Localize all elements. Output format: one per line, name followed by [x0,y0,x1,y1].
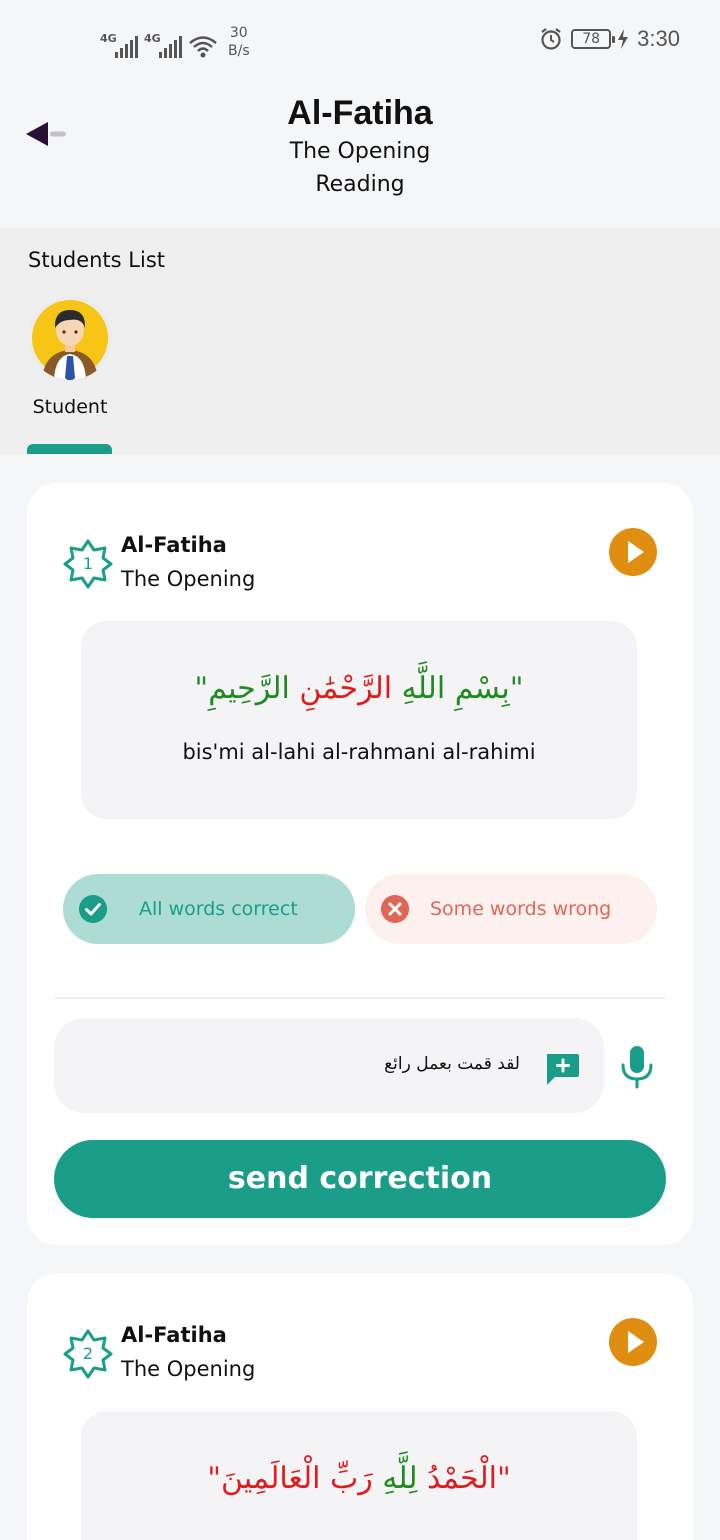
verse-card [27,483,693,1245]
divider [54,997,666,999]
student-name: Student [32,396,108,418]
verse-number-badge [63,539,113,589]
arabic-word: الرَّحْمَٰنِ [299,671,393,706]
quote-mark: " [194,671,209,706]
verse-subtitle: The Opening [121,567,256,591]
network-type: 4G [144,32,161,45]
verse-text-box [81,1411,637,1540]
clock: 3:30 [637,26,680,51]
arabic-word: الْحَمْدُ [427,1461,497,1496]
student-avatar-icon [28,296,112,380]
all-words-correct-button[interactable] [63,874,355,944]
transliteration: bis'mi al-lahi al-rahmani al-rahimi [182,740,536,764]
some-words-wrong-button[interactable] [365,874,657,944]
x-circle-icon [381,895,409,923]
comment-text: لقد قمت بعمل رائع [384,1054,520,1074]
charging-icon [617,29,629,49]
signal-icon [144,32,182,60]
students-list [0,228,720,454]
arabic-word: اللَّهِ [401,671,446,706]
arabic-word: الرَّحِيمِ [208,671,290,706]
header [0,80,720,228]
student-item[interactable] [26,296,114,418]
arabic-word: الْعَالَمِينَ [221,1461,321,1496]
battery-icon: 78 [571,29,611,49]
speed-value: 30 [229,25,248,41]
status-bar [0,0,720,80]
speed-unit: B/s [228,43,250,59]
network-speed [228,24,250,60]
play-button[interactable] [609,528,657,576]
back-arrow-icon[interactable] [22,116,72,152]
arabic-verse [81,671,637,706]
arabic-word: لِلَّهِ [382,1461,418,1496]
all-words-correct-label: All words correct [139,898,298,920]
alarm-icon [539,27,563,51]
selected-student-indicator [27,444,112,454]
verse-number: 1 [82,554,94,573]
arabic-word: بِسْمِ [454,671,510,706]
wifi-icon [188,34,218,60]
page-mode: Reading [315,172,405,197]
page-title: Al-Fatiha [287,94,433,132]
verse-card [27,1273,693,1540]
quote-mark: " [509,671,524,706]
comment-input[interactable] [54,1018,604,1113]
verse-title: Al-Fatiha [121,1323,227,1347]
microphone-icon[interactable] [619,1045,655,1089]
quote-mark: " [496,1461,511,1496]
verse-number: 2 [82,1344,94,1363]
add-comment-icon[interactable] [544,1052,580,1086]
arabic-word: رَبِّ [330,1461,373,1496]
play-button[interactable] [609,1318,657,1366]
send-correction-button[interactable]: send correction [54,1140,666,1218]
verse-number-badge [63,1329,113,1379]
verse-subtitle: The Opening [121,1357,256,1381]
student-avatar [28,296,112,380]
page-subtitle: The Opening [289,139,431,164]
verse-title: Al-Fatiha [121,533,227,557]
signal-icon [100,32,138,60]
arabic-verse [81,1461,637,1496]
check-circle-icon [79,895,107,923]
network-type: 4G [100,32,117,45]
quote-mark: " [207,1461,222,1496]
students-list-title: Students List [28,248,165,272]
some-words-wrong-label: Some words wrong [430,898,612,920]
verse-text-box [81,621,637,819]
